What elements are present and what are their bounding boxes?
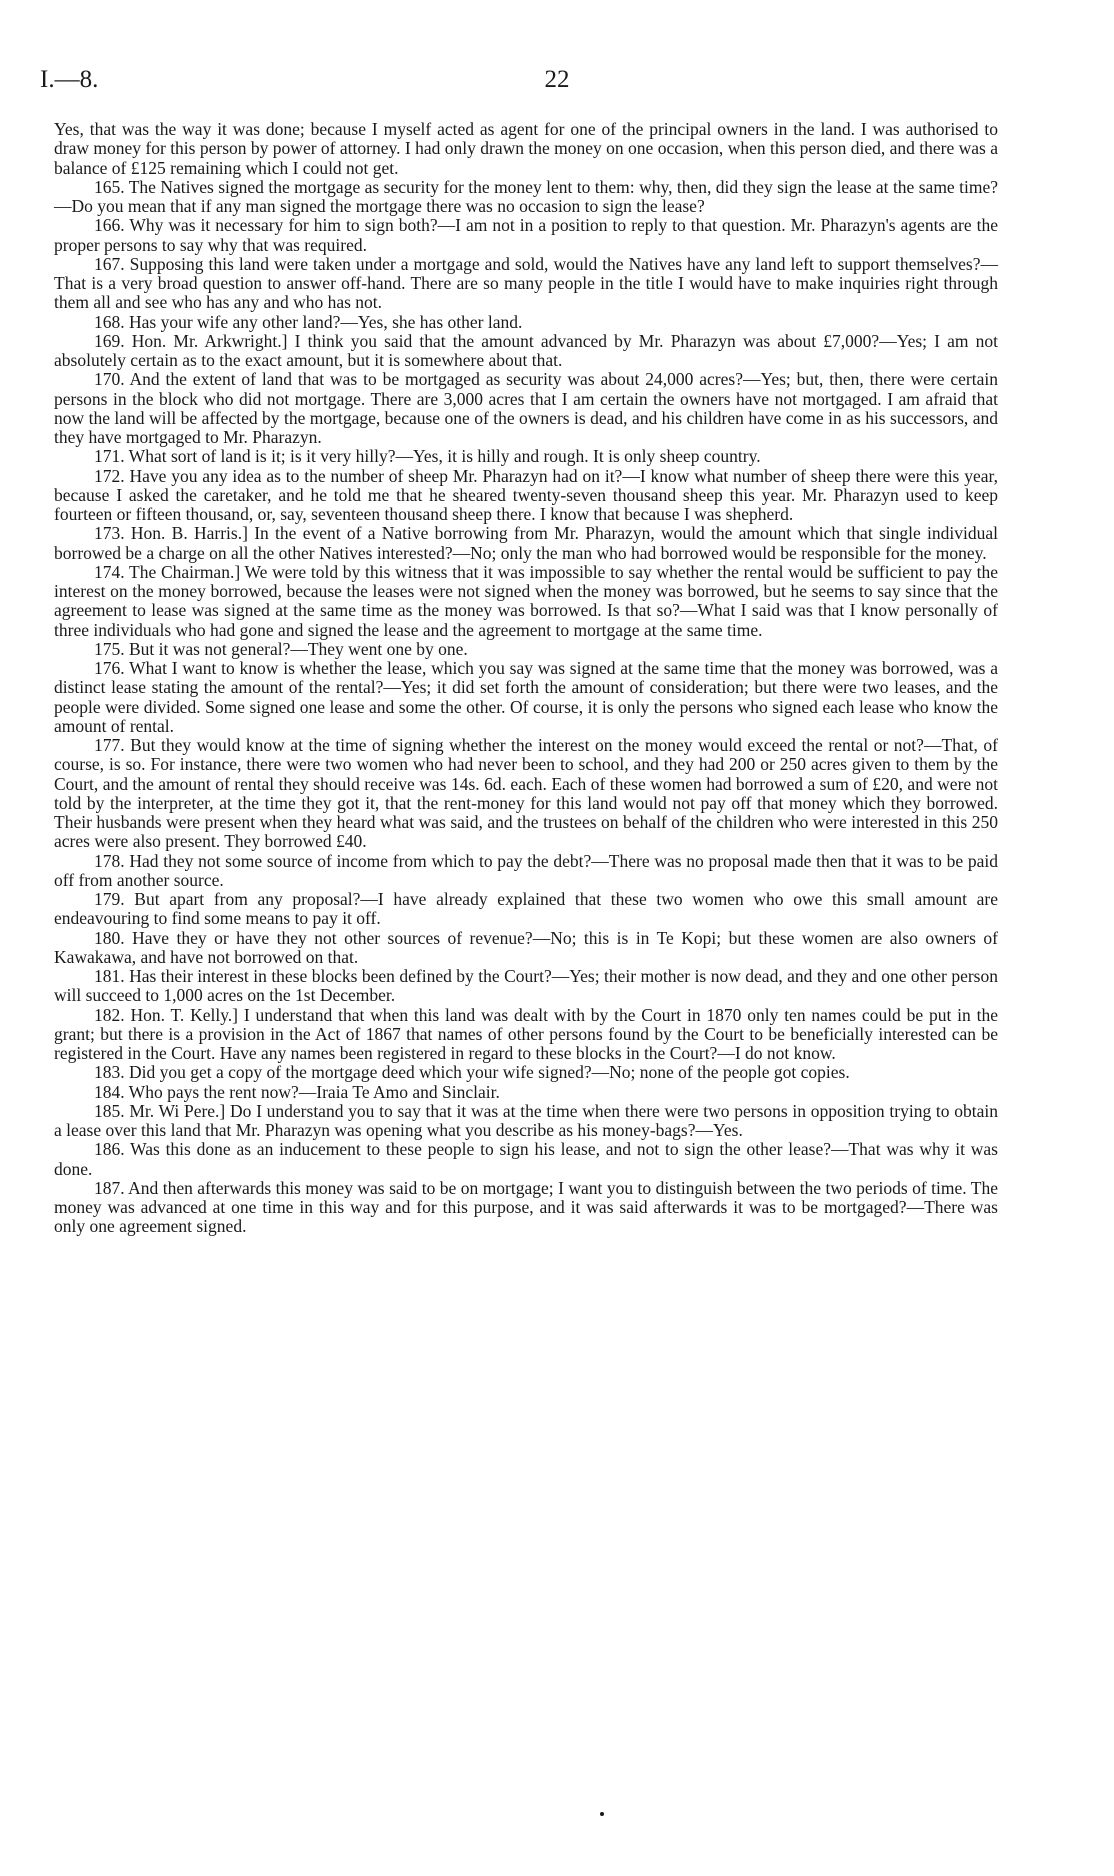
question-184: 184. Who pays the rent now?—Iraia Te Amo and Sinclair. [94,1081,500,1102]
question-171: 171. What sort of land is it; is it very hilly?—Yes, it is hilly and rough. It is only sheep country. [94,446,761,467]
question-185: 185. Mr. Wi Pere.] Do I understand you to say that it was at the time when there were two persons in opposition trying to obtain a lease over this land that Mr. Pharazyn was opening what you describe as his money-bags?—Yes. [54,1100,998,1140]
question-182: 182. Hon. T. Kelly.] I understand that when this land was dealt with by the Court in 1870 only ten names could be put in the grant; but there is a provision in the Act of 1867 that names of other persons found by the Court to be beneficially interested can be registered in the Court. Have any names been registered in regard to these blocks in the Court?—I do not know. [54,1004,998,1063]
question-167: 167. Supposing this land were taken under a mortgage and sold, would the Natives have any land left to support themselves?—That is a very broad question to answer off-hand. There are so many people in the title I would have to make inquiries right through them all and see who has any and who has not. [54,253,998,313]
question-174: 174. The Chairman.] We were told by this witness that it was impossible to say whether the rental would be sufficient to pay the interest on the money borrowed, because the leases were not signed when the money was borrowed, but he seems to say since that the agreement to lease was signed at the same time as the money was borrowed. Is that so?—What I said was that I know personally of three individuals who had gone and signed the lease and the agreement to mortgage at the same time. [54,561,998,640]
printer-mark [600,1812,604,1816]
question-170: 170. And the extent of land that was to be mortgaged as security was about 24,000 acres?—Yes; but, then, there were certain persons in the block who did not mortgage. There are 3,000 acres that I am certain the owners have not mortgaged. I am afraid that now the land will be affected by the mortgage, because one of the owners is dead, and his children have come in as his successors, and they have mortgaged to Mr. Pharazyn. [54,369,998,447]
question-172: 172. Have you any idea as to the number of sheep Mr. Pharazyn had on it?—I know what number of sheep there were this year, because I asked the caretaker, and he told me that he sheared twenty-seven thousand sheep this year. Mr. Pharazyn used to keep fourteen or fifteen thousand, or, say, seventeen thousand sheep there. I know that because I was shepherd. [54,465,998,524]
continued-answer: Yes, that was the way it was done; because I myself acted as agent for one of the principal owners in the land. I was authorised to draw money for this person by power of attorney. I had only drawn the money on one occasion, when this person died, and there was a balance of £125 remaining which I could not get. [54,119,998,178]
page-body [54,120,998,1237]
question-169: 169. Hon. Mr. Arkwright.] I think you said that the amount advanced by Mr. Pharazyn was about £7,000?—Yes; I am not absolutely certain as to the exact amount, but it is somewhere about that. [54,330,998,370]
question-178: 178. Had they not some source of income from which to pay the debt?—There was no proposal made then that it was to be paid off from another source. [54,850,998,890]
question-187: 187. And then afterwards this money was said to be on mortgage; I want you to distinguish between the two periods of time. The money was advanced at one time in this way and for this purpose, and it was said afterwards it was to be mortgaged?—There was only one agreement signed. [54,1177,998,1237]
question-175: 175. But it was not general?—They went one by one. [94,638,468,659]
question-181: 181. Has their interest in these blocks been defined by the Court?—Yes; their mother is now dead, and they and one other person will succeed to 1,000 acres on the 1st December. [54,966,998,1006]
document-reference: I.—8. [40,66,99,93]
question-173: 173. Hon. B. Harris.] In the event of a Native borrowing from Mr. Pharazyn, would the amount which that single individual borrowed be a charge on all the other Natives interested?—No; only the man who had borrowed would be responsible for the money. [54,523,998,563]
question-165: 165. The Natives signed the mortgage as security for the money lent to them: why, then, did they sign the lease at the same time?—Do you mean that if any man signed the mortgage there was no occasion to sign the lease? [54,176,998,216]
question-186: 186. Was this done as an inducement to these people to sign his lease, and not to sign the other lease?—That was why it was done. [54,1139,998,1179]
page-number: 22 [544,66,570,93]
question-176: 176. What I want to know is whether the lease, which you say was signed at the same time that the money was borrowed, was a distinct lease stating the amount of the rental?—Yes; it did set forth the amount of consideration; but there were two leases, and the people were divided. Some signed one lease and some the other. Of course, it is only the persons who signed each lease who know the amount of rental. [54,658,998,736]
question-179: 179. But apart from any proposal?—I have already explained that these two women who owe this small amount are endeavouring to find some means to pay it off. [54,889,998,929]
question-177: 177. But they would know at the time of signing whether the interest on the money would exceed the rental or not?—That, of course, is so. For instance, there were two women who had never been to school, and they had 200 or 250 acres given to them by the Court, and the amount of rental they should receive was 14s. 6d. each. Each of these women had borrowed a sum of £20, and were not told by the interpreter, at the time they got it, that the rent-money for this land would not pay off that money which they borrowed. Their husbands were present when they heard what was said, and the trustees on behalf of the children who were interested in this 250 acres were also present. They borrowed £40. [54,735,998,852]
question-183: 183. Did you get a copy of the mortgage deed which your wife signed?—No; none of the people got copies. [94,1062,850,1083]
page-header [40,66,1074,96]
question-168: 168. Has your wife any other land?—Yes, she has other land. [94,311,523,332]
question-166: 166. Why was it necessary for him to sign both?—I am not in a position to reply to that question. Mr. Pharazyn's agents are the proper persons to say why that was required. [54,215,998,255]
question-180: 180. Have they or have they not other sources of revenue?—No; this is in Te Kopi; but these women are also owners of Kawakawa, and have not borrowed on that. [54,927,998,967]
